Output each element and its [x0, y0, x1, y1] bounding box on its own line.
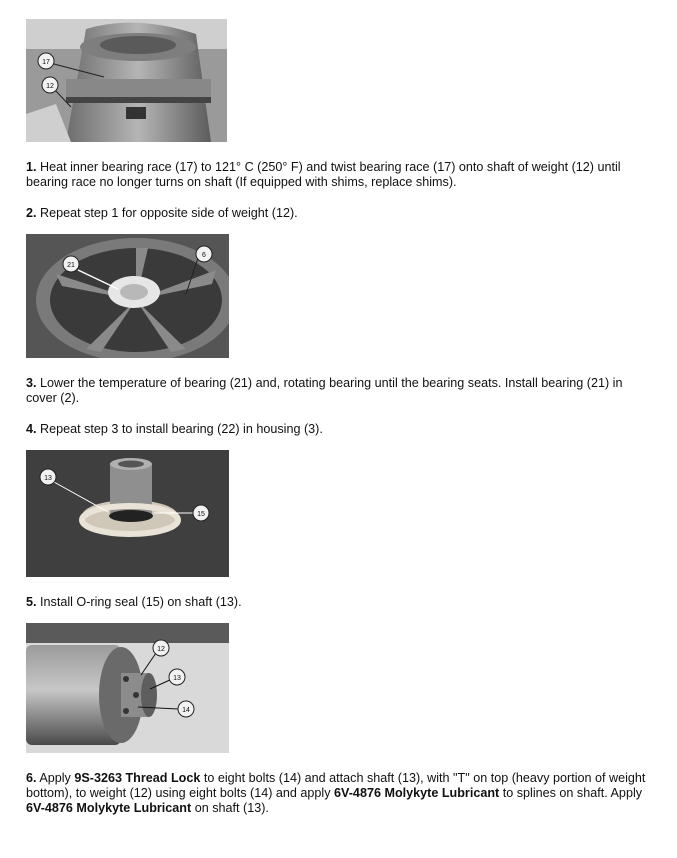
svg-text:21: 21 — [67, 262, 75, 269]
step-3 — [26, 376, 656, 406]
svg-text:17: 17 — [42, 59, 50, 66]
step-text: Install O-ring seal (15) on shaft (13). — [40, 595, 242, 609]
callout-21 — [63, 256, 79, 272]
step-number: 2. — [26, 206, 37, 220]
callout-15 — [193, 505, 209, 521]
callout-6 — [196, 246, 212, 262]
svg-text:6: 6 — [202, 252, 206, 259]
callout-12 — [42, 77, 58, 93]
step-text: Lower the temperature of bearing (21) and, rotating bearing until the bearing seats. Install bearing (21) in cover (2). — [26, 376, 623, 405]
step-number: 1. — [26, 160, 37, 174]
step-number: 6. — [26, 771, 37, 785]
figure-4-shaft-weight-photo — [26, 623, 229, 753]
callout-12 — [153, 640, 169, 656]
step-text: Repeat step 3 to install bearing (22) in housing (3). — [40, 422, 323, 436]
step-text: Repeat step 1 for opposite side of weight (12). — [40, 206, 298, 220]
product-molykyte-lubricant: 6V-4876 Molykyte Lubricant — [334, 786, 500, 800]
step-number: 3. — [26, 376, 37, 390]
figure-1-bearing-race-photo — [26, 19, 227, 142]
step-text: Heat inner bearing race (17) to 121° C (250° F) and twist bearing race (17) onto shaft of weight (12) until bearing race no longer turns on shaft (If equipped with shims, replace shims). — [26, 160, 621, 189]
product-thread-lock: 9S-3263 Thread Lock — [74, 771, 201, 785]
svg-text:15: 15 — [197, 511, 205, 518]
step-2 — [26, 206, 656, 221]
step-text: Apply — [39, 771, 71, 785]
svg-text:13: 13 — [173, 675, 181, 682]
callout-14 — [178, 701, 194, 717]
callout-13 — [169, 669, 185, 685]
step-text: to splines on shaft. Apply — [502, 786, 643, 800]
svg-text:12: 12 — [157, 646, 165, 653]
svg-text:12: 12 — [46, 83, 54, 90]
svg-text:14: 14 — [182, 707, 190, 714]
figure-2-cover-bearing-photo — [26, 234, 229, 358]
step-1 — [26, 160, 656, 190]
step-number: 4. — [26, 422, 37, 436]
product-molykyte-lubricant: 6V-4876 Molykyte Lubricant — [26, 801, 192, 815]
step-text: to eight bolts (14) and attach shaft (13), with "T" on top (heavy portion of weight bottom), to weight (12) using eight bolts (14) and apply — [26, 771, 646, 800]
callout-13 — [40, 469, 56, 485]
step-text: on shaft (13). — [194, 801, 269, 815]
step-6 — [26, 771, 656, 816]
figure-3-shaft-oring-photo — [26, 450, 229, 577]
step-5 — [26, 595, 656, 610]
step-number: 5. — [26, 595, 37, 609]
step-4 — [26, 422, 656, 437]
callout-17 — [38, 53, 54, 69]
svg-text:13: 13 — [44, 475, 52, 482]
